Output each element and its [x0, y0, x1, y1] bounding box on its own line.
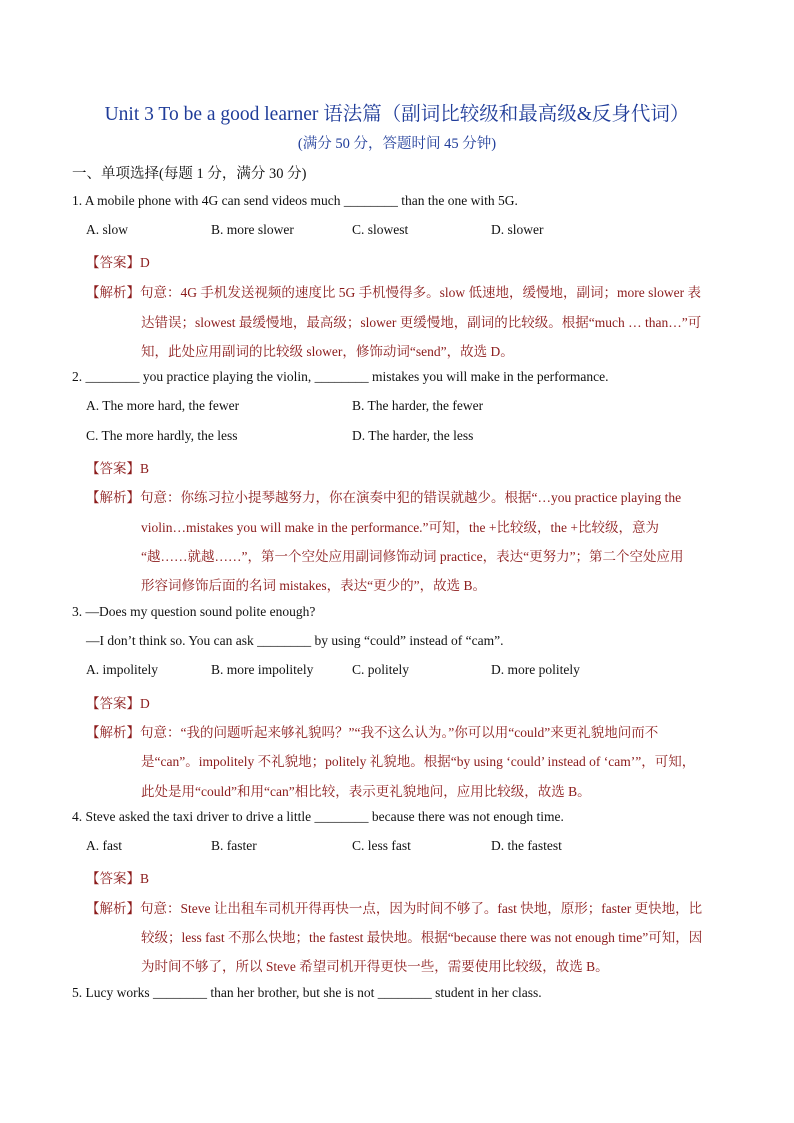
question-4-option-d: D. the fastest [491, 838, 562, 853]
question-2-analysis-line-3: “越……就越……”，第一个空处应用副词修饰动词 practice，表达“更努力”；第二个空处应用 [141, 549, 684, 564]
question-1-stem: 1. A mobile phone with 4G can send videos much ________ than the one with 5G. [72, 193, 518, 208]
question-3-stem-line-2: —I don’t think so. You can ask ________ by using “could” instead of “cam”. [86, 633, 504, 648]
question-2-analysis-line-1: 【解析】句意：你练习拉小提琴越努力，你在演奏中犯的错误就越少。根据“…you practice playing the [86, 490, 682, 505]
question-3-option-b: B. more impolitely [211, 662, 314, 677]
question-4-analysis-line-2: 较级；less fast 不那么快地；the fastest 最快地。根据“because there was not enough time”可知，因 [141, 930, 703, 945]
question-4-analysis-line-1: 【解析】句意：Steve 让出租车司机开得再快一点，因为时间不够了。fast 快地，原形；faster 更快地，比 [86, 901, 703, 916]
question-3-analysis-line-1: 【解析】句意：“我的问题听起来够礼貌吗？”“我不这么认为。”你可以用“could”来更礼貌地问而不 [86, 725, 659, 740]
question-1-option-b: B. more slower [211, 222, 294, 237]
question-2-option-d: D. The harder, the less [352, 428, 474, 443]
question-4-analysis-line-3: 为时间不够了，所以 Steve 希望司机开得更快一些，需要使用比较级，故选 B。 [141, 959, 609, 974]
question-1-analysis-line-1: 【解析】句意：4G 手机发送视频的速度比 5G 手机慢得多。slow 低速地，缓慢地，副词；more slower 表 [86, 285, 701, 300]
question-3-answer: 【答案】D [86, 696, 150, 711]
page-subtitle: (满分 50 分，答题时间 45 分钟) [297, 136, 497, 152]
question-1-option-d: D. slower [491, 222, 544, 237]
title-english: Unit 3 To be a good learner [104, 104, 319, 125]
question-4-option-b: B. faster [211, 838, 257, 853]
question-1-option-a: A. slow [86, 222, 129, 237]
question-2-option-b: B. The harder, the fewer [352, 398, 484, 413]
question-2-analysis-line-2: violin…mistakes you will make in the performance.”可知，the +比较级，the +比较级，意为 [141, 520, 660, 535]
question-3-option-a: A. impolitely [86, 662, 158, 677]
question-4-option-a: A. fast [86, 838, 122, 853]
question-3-analysis-line-2: 是“can”。impolitely 不礼貌地；politely 礼貌地。根据“by using ‘could’ instead of ‘cam’”，可知， [141, 754, 696, 769]
question-5-stem: 5. Lucy works ________ than her brother, but she is not ________ student in her class. [72, 985, 542, 1000]
question-3-analysis-line-3: 此处是用“could”和用“can”相比较，表示更礼貌地问，应用比较级，故选 B。 [141, 784, 591, 799]
question-2-option-a: A. The more hard, the fewer [86, 398, 240, 413]
question-3-option-d: D. more politely [491, 662, 580, 677]
question-1-analysis-line-2: 达错误；slowest 最缓慢地，最高级；slower 更缓慢地，副词的比较级。根据“much … than…”可 [141, 315, 702, 330]
question-2-analysis-line-4: 形容词修饰后面的名词 mistakes，表达“更少的”，故选 B。 [141, 578, 486, 593]
section-heading: 一、单项选择(每题 1 分，满分 30 分) [72, 166, 307, 182]
question-1-option-c: C. slowest [352, 222, 409, 237]
page-title [0, 98, 794, 126]
question-1-analysis-line-3: 知，此处应用副词的比较级 slower，修饰动词“send”，故选 D。 [141, 344, 514, 359]
question-4-stem: 4. Steve asked the taxi driver to drive a little ________ because there was not enough time. [72, 809, 564, 824]
question-2-option-c: C. The more hardly, the less [86, 428, 238, 443]
question-4-answer: 【答案】B [86, 871, 150, 886]
question-3-option-c: C. politely [352, 662, 409, 677]
question-1-answer: 【答案】D [86, 255, 150, 270]
question-2-answer: 【答案】B [86, 461, 150, 476]
question-4-option-c: C. less fast [352, 838, 411, 853]
title-chinese: 语法篇（副词比较级和最高级&反身代词） [323, 104, 690, 125]
question-2-stem: 2. ________ you practice playing the violin, ________ mistakes you will make in the performance. [72, 369, 609, 384]
question-3-stem: 3. —Does my question sound polite enough? [72, 604, 316, 619]
